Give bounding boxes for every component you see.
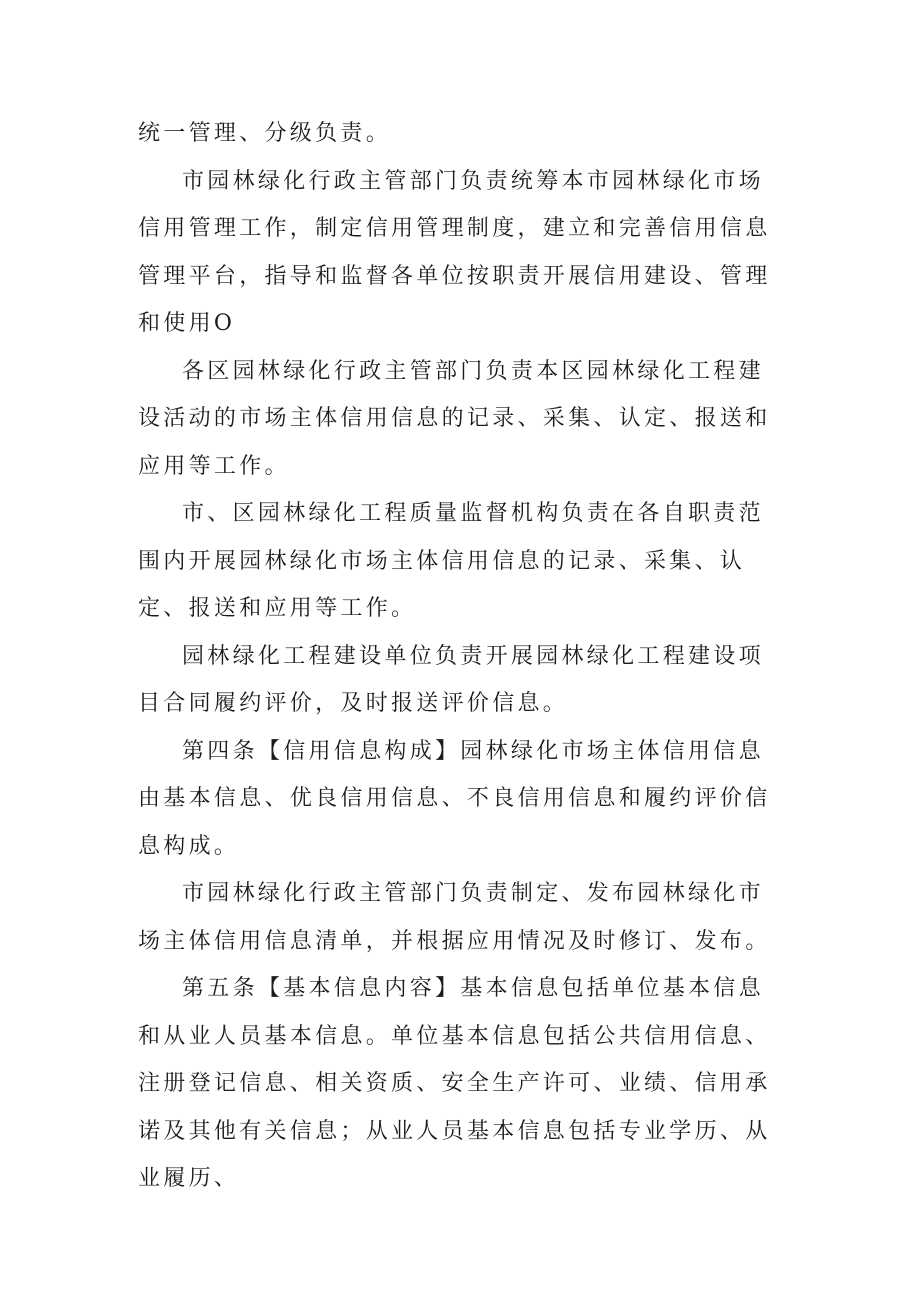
paragraph-7: 市园林绿化行政主管部门负责制定、发布园林绿化市场主体信用信息清单，并根据应用情况及时修订、发布。 — [138, 881, 771, 954]
paragraph-3: 各区园林绿化行政主管部门负责本区园林绿化工程建设活动的市场主体信用信息的记录、采集、认定、报送和应用等工作。 — [138, 358, 771, 479]
paragraph-5: 园林绿化工程建设单位负责开展园林绿化工程建设项目合同履约评价，及时报送评价信息。 — [138, 643, 764, 716]
paragraph-article-4: 第四条【信用信息构成】园林绿化市场主体信用信息由基本信息、优良信用信息、不良信用信息和履约评价信息构成。 — [138, 738, 771, 859]
paragraph-4: 市、区园林绿化工程质量监督机构负责在各自职责范围内开展园林绿化市场主体信用信息的记录、采集、认定、报送和应用等工作。 — [138, 501, 764, 621]
paragraph-1: 统一管理、分级负责。 — [138, 121, 392, 146]
document-body — [138, 110, 786, 1203]
paragraph-article-5: 第五条【基本信息内容】基本信息包括单位基本信息和从业人员基本信息。单位基本信息包括公共信用信息、注册登记信息、相关资质、安全生产许可、业绩、信用承诺及其他有关信息；从业人员基本信息包括专业学历、从业履历、 — [138, 976, 771, 1191]
paragraph-2: 市园林绿化行政主管部门负责统筹本市园林绿化市场信用管理工作，制定信用管理制度，建立和完善信用信息管理平台，指导和监督各单位按职责开展信用建设、管理和使用O — [138, 168, 771, 336]
